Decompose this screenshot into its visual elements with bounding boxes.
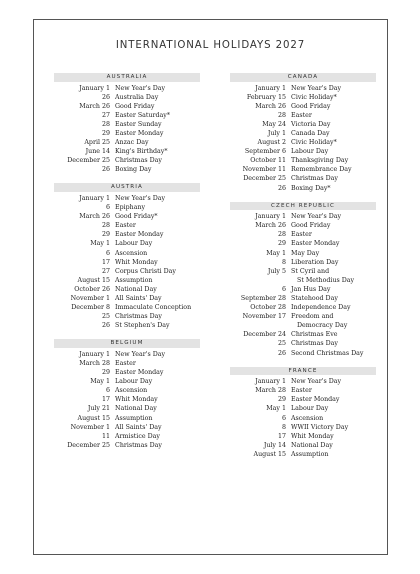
holiday-name: Easter bbox=[291, 387, 312, 395]
holiday-name: New Year's Day bbox=[115, 194, 166, 202]
holiday-date: 26 bbox=[277, 184, 286, 192]
holiday-row bbox=[230, 303, 376, 312]
holiday-row bbox=[54, 432, 200, 441]
holiday-row bbox=[230, 423, 376, 432]
holiday-row bbox=[230, 221, 376, 230]
holiday-row bbox=[54, 147, 200, 156]
holiday-name: Whit Monday bbox=[115, 258, 158, 266]
holiday-row bbox=[230, 321, 376, 330]
country-heading: CZECH REPUBLIC bbox=[230, 202, 376, 211]
holiday-date: December 25 bbox=[243, 175, 286, 183]
holiday-row bbox=[54, 395, 200, 404]
holiday-row bbox=[230, 404, 376, 413]
holiday-row bbox=[230, 267, 376, 276]
calendar-page bbox=[33, 19, 388, 555]
holiday-name: Labour Day bbox=[115, 240, 153, 248]
holiday-date: January 1 bbox=[79, 84, 110, 92]
holiday-date: 17 bbox=[277, 432, 286, 440]
holiday-name: Whit Monday bbox=[291, 432, 334, 440]
holiday-date: May 24 bbox=[262, 120, 286, 128]
holiday-name: Easter Monday bbox=[115, 369, 164, 377]
country-heading: CANADA bbox=[230, 73, 376, 82]
holiday-name: Labour Day bbox=[115, 378, 153, 386]
holiday-date: March 26 bbox=[255, 222, 286, 230]
holiday-row bbox=[230, 138, 376, 147]
holiday-name: King's Birthday* bbox=[115, 148, 168, 156]
holiday-date: 17 bbox=[101, 258, 110, 266]
holiday-name: Easter Monday bbox=[115, 129, 164, 137]
holiday-date: 29 bbox=[101, 369, 110, 377]
holiday-date bbox=[230, 276, 291, 285]
holiday-date: January 1 bbox=[255, 84, 286, 92]
holiday-date: 6 bbox=[105, 204, 110, 212]
holiday-name: New Year's Day bbox=[115, 84, 166, 92]
holiday-date: May 1 bbox=[90, 240, 110, 248]
holiday-date: March 26 bbox=[79, 102, 110, 110]
holiday-name: Christmas Eve bbox=[291, 331, 338, 339]
holiday-name: Anzac Day bbox=[115, 139, 149, 147]
holiday-date: February 15 bbox=[246, 93, 286, 101]
holiday-row bbox=[54, 350, 200, 359]
holiday-name: Good Friday bbox=[115, 102, 155, 110]
holiday-date: November 1 bbox=[70, 294, 110, 302]
holiday-date: August 15 bbox=[77, 414, 110, 422]
holiday-date: 26 bbox=[101, 93, 110, 101]
holiday-name: All Saints' Day bbox=[115, 423, 162, 431]
holiday-row bbox=[54, 312, 200, 321]
country-heading: FRANCE bbox=[230, 367, 376, 376]
holiday-name: Armistice Day bbox=[115, 432, 160, 440]
holiday-name: St Methodius Day bbox=[297, 276, 355, 284]
holiday-date: April 25 bbox=[84, 139, 110, 147]
holiday-row bbox=[54, 386, 200, 395]
holiday-row bbox=[230, 414, 376, 423]
holiday-name: Civic Holiday* bbox=[291, 93, 337, 101]
holiday-date: 26 bbox=[101, 166, 110, 174]
holiday-row bbox=[54, 267, 200, 276]
holiday-name: Christmas Day bbox=[115, 441, 162, 449]
country-section-belgium bbox=[54, 339, 200, 450]
holiday-row bbox=[230, 84, 376, 93]
holiday-date: November 17 bbox=[242, 313, 286, 321]
holiday-name: Ascension bbox=[115, 249, 148, 257]
holiday-row bbox=[230, 147, 376, 156]
holiday-row bbox=[54, 294, 200, 303]
holiday-row bbox=[230, 120, 376, 129]
holiday-row bbox=[54, 303, 200, 312]
holiday-name: National Day bbox=[115, 285, 157, 293]
holiday-name: Boxing Day* bbox=[291, 184, 331, 192]
holiday-row bbox=[230, 258, 376, 267]
holiday-date: May 1 bbox=[90, 378, 110, 386]
holiday-name: Easter bbox=[115, 222, 136, 230]
holiday-date: September 6 bbox=[244, 148, 286, 156]
holiday-name: Whit Monday bbox=[115, 396, 158, 404]
right-column bbox=[230, 73, 376, 468]
holiday-name: Easter Monday bbox=[115, 231, 164, 239]
holiday-row bbox=[54, 359, 200, 368]
holiday-name: All Saints' Day bbox=[115, 294, 162, 302]
holiday-row bbox=[54, 203, 200, 212]
holiday-date: January 1 bbox=[79, 194, 110, 202]
holiday-date: August 15 bbox=[77, 276, 110, 284]
holiday-row bbox=[230, 93, 376, 102]
holiday-row bbox=[54, 93, 200, 102]
holiday-row bbox=[230, 285, 376, 294]
holiday-date: November 11 bbox=[242, 166, 286, 174]
country-heading: BELGIUM bbox=[54, 339, 200, 348]
holiday-row bbox=[230, 212, 376, 221]
holiday-name: Immaculate Conception bbox=[115, 304, 192, 312]
holiday-date: March 28 bbox=[79, 359, 110, 367]
holiday-row bbox=[54, 212, 200, 221]
holiday-date: May 1 bbox=[266, 249, 286, 257]
holiday-row bbox=[54, 138, 200, 147]
holiday-row bbox=[230, 395, 376, 404]
holiday-name: National Day bbox=[291, 441, 333, 449]
holiday-name: Victoria Day bbox=[291, 120, 331, 128]
holiday-row bbox=[230, 156, 376, 165]
holiday-date: October 11 bbox=[250, 157, 286, 165]
page-title: INTERNATIONAL HOLIDAYS 2027 bbox=[115, 40, 306, 51]
country-heading: AUSTRIA bbox=[54, 183, 200, 192]
holiday-row bbox=[54, 156, 200, 165]
holiday-row bbox=[54, 129, 200, 138]
holiday-row bbox=[230, 184, 376, 193]
holiday-row bbox=[54, 377, 200, 386]
holiday-date: December 25 bbox=[67, 157, 110, 165]
country-section-austria bbox=[54, 183, 200, 330]
holiday-name: New Year's Day bbox=[291, 378, 342, 386]
holiday-date: 28 bbox=[101, 222, 110, 230]
holiday-row bbox=[230, 276, 376, 285]
holiday-date: 27 bbox=[101, 267, 110, 275]
holiday-name: Good Friday* bbox=[115, 213, 158, 221]
holiday-name: Thanksgiving Day bbox=[291, 157, 349, 165]
holiday-date: July 14 bbox=[263, 441, 286, 449]
holiday-name: Easter bbox=[291, 111, 312, 119]
holiday-row bbox=[54, 239, 200, 248]
holiday-row bbox=[230, 441, 376, 450]
holiday-row bbox=[54, 111, 200, 120]
holiday-date: 28 bbox=[277, 111, 286, 119]
holiday-date: December 8 bbox=[71, 304, 110, 312]
holiday-row bbox=[54, 258, 200, 267]
holiday-name: Christmas Day bbox=[291, 175, 338, 183]
holiday-date: July 1 bbox=[267, 129, 286, 137]
holiday-date: November 1 bbox=[70, 423, 110, 431]
holiday-name: Assumption bbox=[291, 450, 329, 458]
holiday-name: Easter bbox=[115, 359, 136, 367]
country-section-france bbox=[230, 367, 376, 459]
holiday-row bbox=[54, 441, 200, 450]
holiday-name: Assumption bbox=[115, 414, 153, 422]
holiday-name: Australia Day bbox=[115, 93, 159, 101]
holiday-name: Good Friday bbox=[291, 102, 331, 110]
holiday-date: 29 bbox=[277, 396, 286, 404]
holiday-date: 29 bbox=[101, 129, 110, 137]
holiday-name: National Day bbox=[115, 405, 157, 413]
holiday-date: September 28 bbox=[240, 294, 286, 302]
holiday-row bbox=[230, 330, 376, 339]
holiday-row bbox=[230, 230, 376, 239]
holiday-date: 26 bbox=[101, 322, 110, 330]
holiday-row bbox=[54, 423, 200, 432]
holiday-date: 26 bbox=[277, 349, 286, 357]
holiday-name: New Year's Day bbox=[291, 213, 342, 221]
holiday-row bbox=[230, 339, 376, 348]
holiday-row bbox=[230, 349, 376, 358]
country-section-australia bbox=[54, 73, 200, 174]
holiday-date: October 26 bbox=[74, 285, 110, 293]
holiday-name: Christmas Day bbox=[291, 340, 338, 348]
holiday-name: Good Friday bbox=[291, 222, 331, 230]
holiday-row bbox=[54, 230, 200, 239]
holiday-name: Ascension bbox=[291, 414, 324, 422]
holiday-date: December 24 bbox=[243, 331, 286, 339]
holiday-date: December 25 bbox=[67, 441, 110, 449]
holiday-date: 8 bbox=[281, 423, 286, 431]
holiday-date: 28 bbox=[101, 120, 110, 128]
holiday-row bbox=[54, 221, 200, 230]
country-heading: AUSTRALIA bbox=[54, 73, 200, 82]
holiday-date: October 28 bbox=[250, 304, 286, 312]
holiday-date: August 15 bbox=[253, 450, 286, 458]
holiday-date: 6 bbox=[105, 387, 110, 395]
holiday-date: 25 bbox=[101, 313, 110, 321]
holiday-name: Freedom and bbox=[291, 313, 334, 321]
holiday-date bbox=[230, 321, 291, 330]
holiday-row bbox=[54, 249, 200, 258]
holiday-date: 6 bbox=[281, 414, 286, 422]
holiday-name: Boxing Day bbox=[115, 166, 152, 174]
holiday-name: St Stephen's Day bbox=[115, 322, 170, 330]
holiday-name: Labour Day bbox=[291, 148, 329, 156]
holiday-name: Easter Saturday* bbox=[115, 111, 171, 119]
holiday-row bbox=[230, 386, 376, 395]
holiday-name: May Day bbox=[291, 249, 320, 257]
holiday-name: Civic Holiday* bbox=[291, 139, 337, 147]
holiday-row bbox=[54, 414, 200, 423]
left-column bbox=[54, 73, 200, 459]
holiday-date: July 5 bbox=[267, 267, 286, 275]
holiday-date: May 1 bbox=[266, 405, 286, 413]
holiday-row bbox=[230, 312, 376, 321]
holiday-name: Christmas Day bbox=[115, 157, 162, 165]
holiday-row bbox=[54, 404, 200, 413]
holiday-date: January 1 bbox=[79, 350, 110, 358]
holiday-row bbox=[230, 129, 376, 138]
holiday-name: Jan Hus Day bbox=[291, 285, 331, 293]
holiday-row bbox=[54, 84, 200, 93]
holiday-row bbox=[230, 111, 376, 120]
holiday-row bbox=[54, 321, 200, 330]
holiday-date: January 1 bbox=[255, 378, 286, 386]
holiday-row bbox=[54, 285, 200, 294]
holiday-name: St Cyril and bbox=[291, 267, 330, 275]
holiday-name: Statehood Day bbox=[291, 294, 338, 302]
holiday-row bbox=[54, 194, 200, 203]
holiday-name: Liberation Day bbox=[291, 258, 339, 266]
holiday-row bbox=[230, 165, 376, 174]
holiday-name: New Year's Day bbox=[115, 350, 166, 358]
holiday-name: New Year's Day bbox=[291, 84, 342, 92]
holiday-row bbox=[230, 174, 376, 183]
holiday-date: 6 bbox=[105, 249, 110, 257]
holiday-name: Easter bbox=[291, 231, 312, 239]
holiday-date: March 28 bbox=[255, 387, 286, 395]
holiday-row bbox=[230, 249, 376, 258]
holiday-date: June 14 bbox=[85, 148, 110, 156]
holiday-row bbox=[230, 432, 376, 441]
holiday-name: Democracy Day bbox=[297, 322, 348, 330]
holiday-name: WWII Victory Day bbox=[291, 423, 349, 431]
holiday-name: Assumption bbox=[115, 276, 153, 284]
holiday-name: Second Christmas Day bbox=[291, 349, 364, 357]
holiday-name: Ascension bbox=[115, 387, 148, 395]
holiday-name: Easter Monday bbox=[291, 396, 340, 404]
country-section-czech-republic bbox=[230, 202, 376, 358]
holiday-date: 25 bbox=[277, 340, 286, 348]
holiday-date: March 26 bbox=[79, 213, 110, 221]
holiday-name: Canada Day bbox=[291, 129, 330, 137]
holiday-row bbox=[230, 450, 376, 459]
holiday-date: July 21 bbox=[87, 405, 110, 413]
holiday-name: Epiphany bbox=[115, 204, 146, 212]
holiday-row bbox=[54, 276, 200, 285]
holiday-name: Easter Sunday bbox=[115, 120, 162, 128]
holiday-row bbox=[54, 165, 200, 174]
holiday-name: Corpus Christi Day bbox=[115, 267, 176, 275]
holiday-name: Independence Day bbox=[291, 304, 351, 312]
holiday-date: 28 bbox=[277, 231, 286, 239]
holiday-date: 17 bbox=[101, 396, 110, 404]
holiday-date: March 26 bbox=[255, 102, 286, 110]
holiday-name: Remembrance Day bbox=[291, 166, 352, 174]
holiday-date: 8 bbox=[281, 258, 286, 266]
holiday-name: Labour Day bbox=[291, 405, 329, 413]
holiday-date: August 2 bbox=[257, 139, 286, 147]
holiday-name: Easter Monday bbox=[291, 240, 340, 248]
holiday-date: January 1 bbox=[255, 213, 286, 221]
holiday-name: Christmas Day bbox=[115, 313, 162, 321]
holiday-date: 27 bbox=[101, 111, 110, 119]
holiday-row bbox=[230, 102, 376, 111]
holiday-date: 29 bbox=[101, 231, 110, 239]
holiday-date: 6 bbox=[281, 285, 286, 293]
holiday-row bbox=[230, 239, 376, 248]
holiday-row bbox=[230, 294, 376, 303]
holiday-date: 11 bbox=[101, 432, 110, 440]
holiday-row bbox=[54, 102, 200, 111]
holiday-row bbox=[54, 368, 200, 377]
holiday-date: 29 bbox=[277, 240, 286, 248]
holiday-row bbox=[54, 120, 200, 129]
holiday-row bbox=[230, 377, 376, 386]
country-section-canada bbox=[230, 73, 376, 193]
